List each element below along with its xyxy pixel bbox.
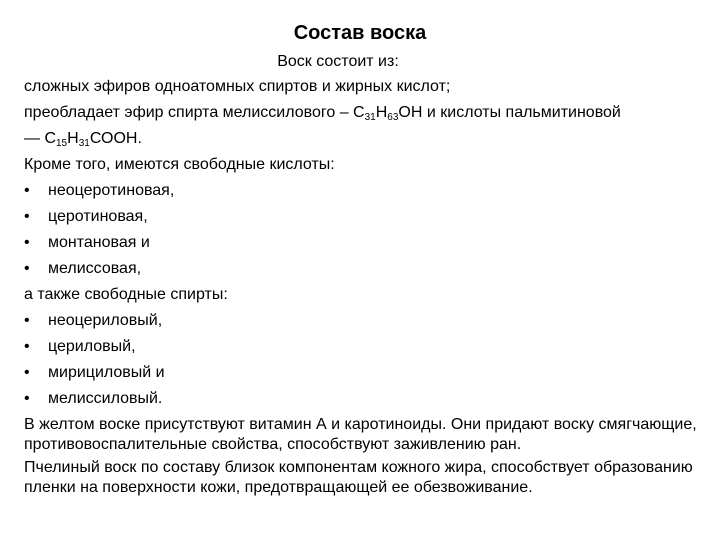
bullet-icon: • [24,338,30,355]
bullet-icon: • [24,182,30,199]
subtitle: Воск состоит из: [277,53,399,70]
list-item: • неоцеротиновая, [24,178,714,204]
yellow-wax-paragraph: В желтом воске присутствуют витамин А и каротиноиды. Они придают воску смягчающие, противовоспалительные свойства, способствуют заживлению ран. [24,416,697,453]
list-item: • мелиссовая, [24,256,714,282]
free-acids-intro: Кроме того, имеются свободные кислоты: [24,156,335,173]
bullet-icon: • [24,312,30,329]
list-item: • мелиссиловый. [24,386,714,412]
slide-body [24,74,714,498]
bullet-icon: • [24,260,30,277]
list-item: • церотиновая, [24,204,714,230]
list-item: • неоцериловый, [24,308,714,334]
skin-paragraph: Пчелиный воск по составу близок компонентам кожного жира, способствует образованию пленки на поверхности кожи, предотвращающей ее обезвоживание. [24,459,693,496]
list-item: • мирициловый и [24,360,714,386]
predominant-line: преобладает эфир спирта мелиссилового – $С_{31}Н_{63}ОН$ и кислоты пальмитиновой [24,104,621,123]
bullet-icon: • [24,234,30,251]
free-alcohols-intro: а также свободные спирты: [24,286,228,303]
palmitic-formula-line: — $С_{15}Н_{31}СООН$. [24,130,142,149]
bullet-icon: • [24,208,30,225]
bullet-icon: • [24,364,30,381]
bullet-icon: • [24,390,30,407]
list-item: • монтановая и [24,230,714,256]
esters-line: сложных эфиров одноатомных спиртов и жирных кислот; [24,78,451,95]
page-title: Состав воска [293,22,427,44]
list-item: • цериловый, [24,334,714,360]
